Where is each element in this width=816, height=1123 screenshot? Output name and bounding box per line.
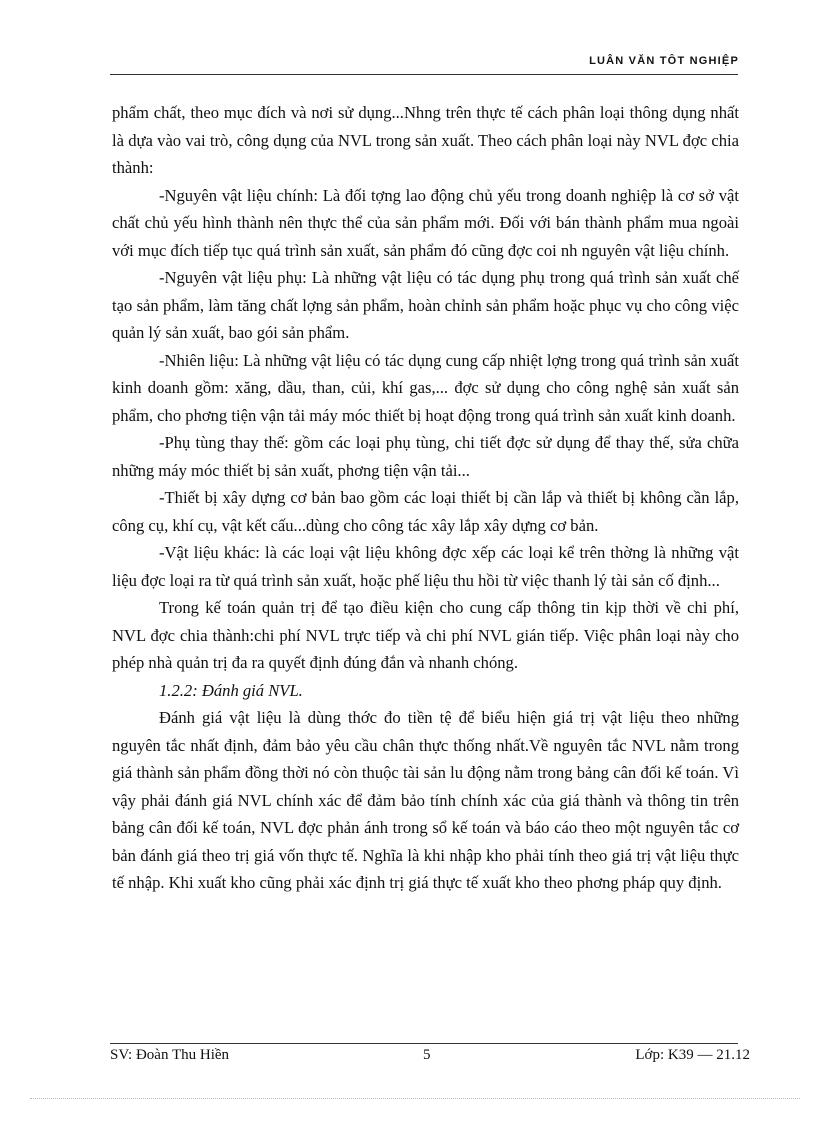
footer — [110, 1047, 750, 1069]
paragraph-5: -Phụ tùng thay thế: gồm các loại phụ tùng, chi tiết đợc sử dụng để thay thế, sửa chữa những máy móc thiết bị sản xuất, phơng tiện vận tải... — [112, 433, 739, 480]
paragraph-2: -Nguyên vật liệu chính: Là đối tợng lao động chủ yếu trong doanh nghiệp là cơ sở vật chất chủ yếu hình thành nên thực thể của sản phẩm mới. Đối với bán thành phẩm mua ngoài với mục đích tiếp tục quá trình sản xuất, sản phẩm đó cũng đợc coi nh nguyên vật liệu chính. — [112, 185, 739, 260]
page-number: 5 — [423, 1047, 431, 1063]
document-body — [112, 99, 739, 897]
paragraph-8: Trong kế toán quản trị để tạo điều kiện cho cung cấp thông tin kịp thời về chi phí, NVL đợc chia thành:chi phí NVL trực tiếp và chi phí NVL gián tiếp. Việc phân loại này cho phép nhà quản trị đa ra quyết định đúng đắn và nhanh chóng. — [112, 598, 739, 672]
page-edge-dotted-line — [30, 1098, 800, 1099]
header-rule — [110, 74, 738, 75]
paragraph-3: -Nguyên vật liệu phụ: Là những vật liệu có tác dụng phụ trong quá trình sản xuất chế tạo sản phẩm, làm tăng chất lợng sản phẩm, hoàn chỉnh sản phẩm hoặc phục vụ cho công việc quản lý sản xuất, bao gói sản phẩm. — [112, 268, 739, 342]
paragraph-4: -Nhiên liệu: Là những vật liệu có tác dụng cung cấp nhiệt lợng trong quá trình sản xuất kinh doanh gồm: xăng, dầu, than, củi, khí gas,... đợc sử dụng cho công nghệ sản xuất sản phẩm, cho phơng tiện vận tải máy móc thiết bị hoạt động trong quá trình sản xuất kinh doanh. — [112, 350, 739, 425]
footer-rule — [110, 1043, 738, 1044]
footer-student: SV: Đoàn Thu Hiền — [110, 1047, 230, 1063]
paragraph-9: Đánh giá vật liệu là dùng thớc đo tiền tệ để biểu hiện giá trị vật liệu theo những nguyên tắc nhất định, đảm bảo yêu cầu chân thực thống nhất.Về nguyên tắc NVL nằm trong giá thành sản phẩm đồng thời nó còn thuộc tài sản lu động nằm trong bảng cân đối kế toán. Vì vậy phải đánh giá NVL chính xác để đảm bảo tính chính xác của giá thành và thông tin trên bảng cân đối kế toán, NVL đợc phản ánh trong sổ kế toán và báo cáo theo một nguyên tắc cơ bản đánh giá theo trị giá vốn thực tế. Nghĩa là khi nhập kho phải tính theo giá trị vật liệu thực tế nhập. Khi xuất kho cũng phải xác định trị giá thực tế xuất kho theo phơng pháp quy định. — [112, 708, 739, 892]
section-heading: 1.2.2: Đánh giá NVL. — [159, 680, 303, 700]
paragraph-7: -Vật liệu khác: là các loại vật liệu không đợc xếp các loại kể trên thờng là những vật liệu đợc loại ra từ quá trình sản xuất, hoặc phế liệu thu hồi từ việc thanh lý tài sản cố định... — [112, 543, 739, 590]
paragraph-1: phẩm chất, theo mục đích và nơi sử dụng...Nhng trên thực tế cách phân loại thông dụng nhất là dựa vào vai trò, công dụng của NVL trong sản xuất. Theo cách phân loại này NVL đợc chia thành: — [112, 103, 739, 177]
paragraph-6: -Thiết bị xây dựng cơ bản bao gồm các loại thiết bị cần lắp và thiết bị không cần lắp, công cụ, khí cụ, vật kết cấu...dùng cho công tác xây lắp xây dựng cơ bản. — [112, 488, 739, 535]
header-title: LUÂN VĂN TÔT NGHIỆP — [589, 55, 739, 67]
footer-class: Lớp: K39 — 21.12 — [635, 1047, 750, 1063]
